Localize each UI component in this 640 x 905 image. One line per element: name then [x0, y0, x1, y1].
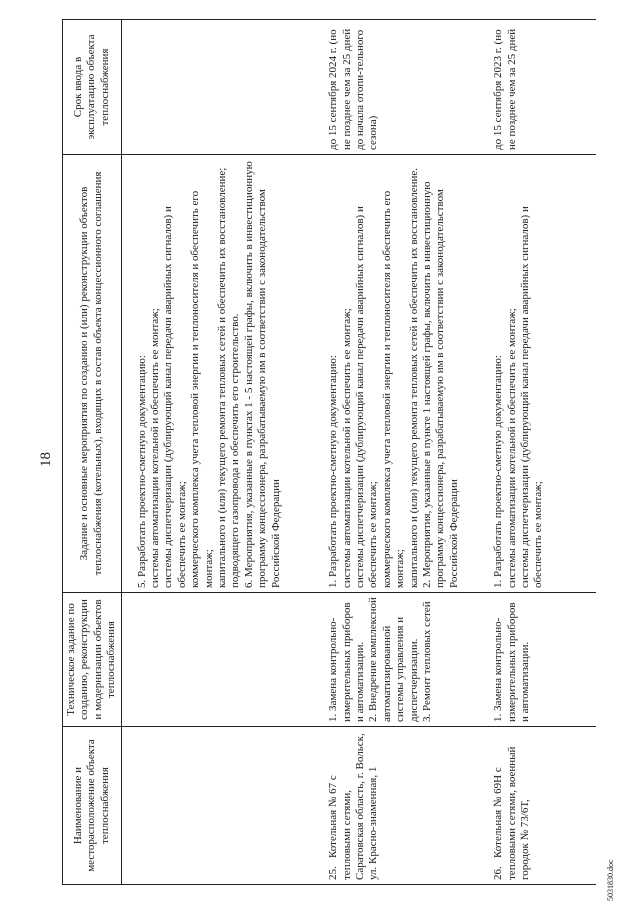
task-line: коммерческого комплекса учета тепловой энергии и теплоносителя и обеспечить его монтаж; — [189, 190, 215, 588]
task-line: системы диспетчеризации (дублирующий канал передачи аварийных сигналов) и обеспечить ее монтаж; — [353, 206, 380, 588]
cell-deadline: до 15 сентября 2024 г. (но не позднее чем за 25 дней до начала отопи-тельного сезона) — [321, 20, 486, 155]
task-line: капитального и (или) текущего ремонта тепловых сетей и обеспечить их восстановление; — [216, 167, 229, 588]
table-row-continuation — [121, 20, 321, 885]
task-line: капитального и (или) текущего ремонта тепловых сетей и обеспечить их восстановление. — [407, 167, 420, 588]
cell-deadline — [121, 20, 321, 155]
task-line: системы автоматизации котельной и обеспечить ее монтаж; — [149, 308, 162, 588]
task-line: 1. Разработать проектно-сметную документацию: — [327, 355, 340, 588]
projects-table — [62, 19, 596, 885]
object-name: Котельная № 69Н с тепловыми сетями, военный городок № 73/6Т, — [492, 746, 531, 880]
cell-name — [321, 727, 486, 885]
header-spec: Техническое задание по созданию, реконструкции и модернизации объектов теплоснабжения — [63, 593, 122, 727]
table-row — [486, 20, 596, 885]
cell-tasks — [321, 155, 486, 593]
spec-line: 1. Замена контрольно-измерительных приборов и автоматизации. — [327, 602, 366, 722]
task-line: 5. Разработать проектно-сметную документацию: — [135, 355, 148, 588]
task-line: 1. Разработать проектно-сметную документацию: — [492, 355, 505, 588]
header-tasks: Задание и основные мероприятия по созданию и (или) реконструкции объектов теплоснабжения (котельных), входящих в состав объекта концессионного соглашения — [63, 155, 122, 593]
header-deadline: Срок ввода в эксплуатацию объекта теплоснабжения — [63, 20, 122, 155]
document-reference: 5031830.doc — [606, 859, 615, 901]
cell-tasks — [486, 155, 596, 593]
cell-tasks — [121, 155, 321, 593]
row-number: 25. — [327, 866, 340, 880]
cell-spec — [121, 593, 321, 727]
task-line: системы диспетчеризации (дублирующий канал передачи аварийных сигналов) и обеспечить ее монтаж; — [518, 206, 545, 588]
task-line: системы автоматизации котельной и обеспечить ее монтаж; — [340, 308, 353, 588]
object-name: Котельная № 67 с тепловыми сетями, Саратовская область, г. Вольск, ул. Красно-знаменная, 1 — [327, 733, 380, 880]
task-line: 6. Мероприятия, указанные в пунктах 1 - 5 настоящей графы, включить в инвестиционную программу концессионера, разрабатываемую им в соответствии с законодательством Российской Федерации — [242, 161, 282, 588]
task-line: системы автоматизации котельной и обеспечить ее монтаж; — [505, 308, 518, 588]
cell-spec — [321, 593, 486, 727]
task-line: 2. Мероприятия, указанные в пункте 1 настоящей графы, включить в инвестиционную программу концессионера, разрабатываемую им в соответствии с законодательством Российской Федерации — [420, 181, 460, 588]
spec-line: 3. Ремонт тепловых сетей — [420, 601, 433, 722]
table-row — [321, 20, 486, 885]
row-number: 26. — [492, 866, 505, 880]
task-line: подводящего газопровода и обеспечить его строительство. — [229, 313, 242, 588]
page-number: 18 — [38, 452, 54, 467]
spec-line: 2. Внедрение комплексной автоматизированной системы управления и диспетчеризации. — [367, 597, 420, 722]
cell-name — [486, 727, 596, 885]
table-header-row — [63, 20, 122, 885]
spec-line: 1. Замена контрольно-измерительных приборов и автоматизации. — [492, 602, 531, 722]
cell-deadline: до 15 сентября 2023 г. (но не позднее чем за 25 дней — [486, 20, 596, 155]
cell-name — [121, 727, 321, 885]
header-name: Наименование и месторасположение объекта теплоснабжения — [63, 727, 122, 885]
cell-spec — [486, 593, 596, 727]
task-line: системы диспетчеризации (дублирующий канал передачи аварийных сигналов) и обеспечить ее монтаж; — [162, 206, 188, 588]
task-line: коммерческого комплекса учета тепловой энергии и теплоносителя и обеспечить его монтаж; — [380, 190, 407, 588]
